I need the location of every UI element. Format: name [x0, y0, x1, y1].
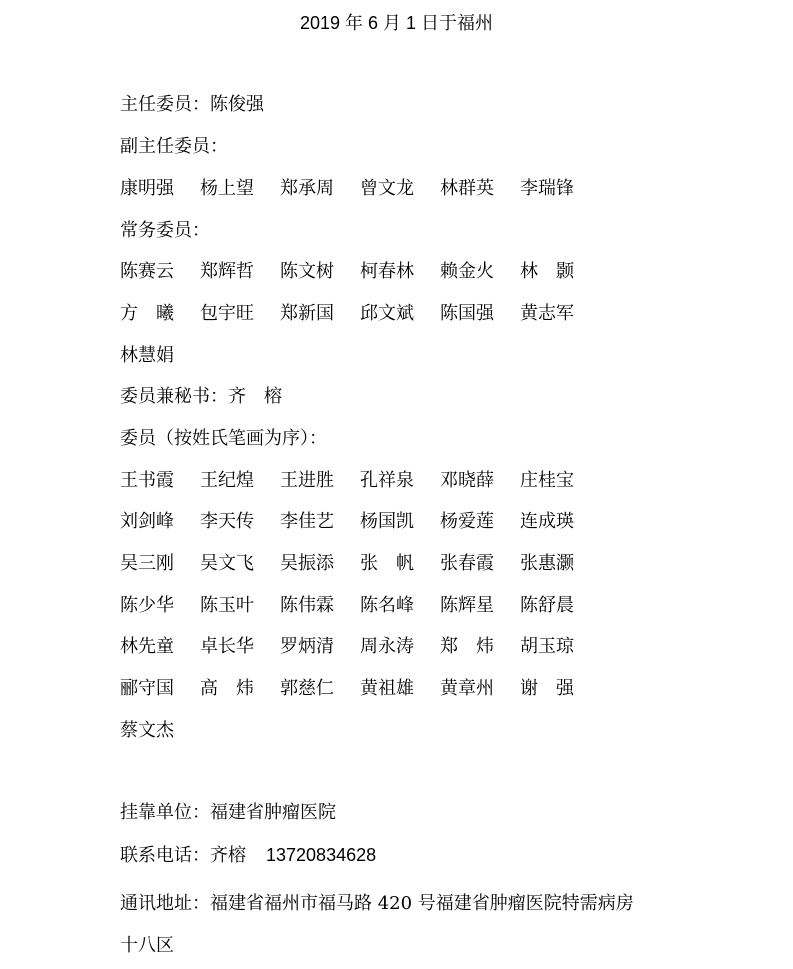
member: 陈伟霖 — [280, 595, 334, 616]
secretary-label: 委员兼秘书： — [120, 386, 228, 407]
standing-member: 陈赛云 — [120, 261, 174, 282]
member: 张惠灏 — [520, 553, 574, 574]
standing-member: 方 曦 — [120, 303, 174, 324]
member: 吴振添 — [280, 553, 334, 574]
member: 罗炳清 — [280, 636, 334, 657]
vice-member: 郑承周 — [280, 178, 334, 199]
member: 陈玉叶 — [200, 595, 254, 616]
member: 周永涛 — [360, 636, 414, 657]
standing-member: 柯春林 — [360, 261, 414, 282]
vice-chair-label: 副主任委员： — [120, 136, 228, 157]
member: 李天传 — [200, 511, 254, 532]
member: 林先童 — [120, 636, 174, 657]
vice-member: 康明强 — [120, 178, 174, 199]
standing-member: 邱文斌 — [360, 303, 414, 324]
member: 王进胜 — [280, 470, 334, 491]
member: 张春霞 — [440, 553, 494, 574]
standing-member: 郑辉哲 — [200, 261, 254, 282]
standing-heading — [120, 218, 210, 244]
member: 卓长华 — [200, 636, 254, 657]
standing-member: 赖金火 — [440, 261, 494, 282]
member: 黄祖雄 — [360, 678, 414, 699]
standing-member: 陈国强 — [440, 303, 494, 324]
standing-label: 常务委员： — [120, 220, 210, 241]
member: 吴文飞 — [200, 553, 254, 574]
member: 孔祥泉 — [360, 470, 414, 491]
unit-label: 挂靠单位： — [120, 802, 210, 823]
secretary-name: 齐 榕 — [228, 386, 282, 407]
member: 胡玉琼 — [520, 636, 574, 657]
members-label: 委员（按姓氏笔画为序）： — [120, 428, 327, 449]
member: 郦守国 — [120, 678, 174, 699]
standing-member: 陈文树 — [280, 261, 334, 282]
standing-member: 林 颢 — [520, 261, 574, 282]
address-line — [120, 891, 634, 917]
date-text: 2019 年 6 月 1 日于福州 — [299, 13, 494, 33]
vice-member: 曾文龙 — [360, 178, 414, 199]
chair-label: 主任委员： — [120, 94, 210, 115]
unit-line — [120, 800, 336, 826]
member: 杨国凯 — [360, 511, 414, 532]
member: 陈辉星 — [440, 595, 494, 616]
address-line-continuation — [120, 933, 174, 959]
chair-line — [120, 92, 264, 118]
phone-number: 13720834628 — [266, 845, 377, 865]
standing-member: 黄志军 — [520, 303, 574, 324]
member: 连成瑛 — [520, 511, 574, 532]
members-heading — [120, 426, 327, 452]
member: 郭慈仁 — [280, 678, 334, 699]
phone-name: 齐榕 — [210, 845, 246, 866]
member: 高 炜 — [200, 678, 254, 699]
member: 谢 强 — [520, 678, 574, 699]
chair-name: 陈俊强 — [210, 94, 264, 115]
unit-value: 福建省肿瘤医院 — [210, 802, 336, 823]
standing-member: 林慧娟 — [120, 345, 174, 366]
member: 陈名峰 — [360, 595, 414, 616]
member: 刘剑峰 — [120, 511, 174, 532]
vice-member: 杨上望 — [200, 178, 254, 199]
member: 黄章州 — [440, 678, 494, 699]
member: 郑 炜 — [440, 636, 494, 657]
member: 吴三刚 — [120, 553, 174, 574]
vice-member: 李瑞锋 — [520, 178, 574, 199]
member: 杨爱莲 — [440, 511, 494, 532]
address-value-line2: 十八区 — [120, 935, 174, 956]
address-value-line1: 福建省福州市福马路 420 号福建省肿瘤医院特需病房 — [210, 893, 634, 914]
vice-member: 林群英 — [440, 178, 494, 199]
address-label: 通讯地址： — [120, 893, 210, 914]
member: 陈舒晨 — [520, 595, 574, 616]
secretary-line — [120, 384, 282, 410]
member: 庄桂宝 — [520, 470, 574, 491]
member: 陈少华 — [120, 595, 174, 616]
member: 王书霞 — [120, 470, 174, 491]
member: 李佳艺 — [280, 511, 334, 532]
standing-member: 包宇旺 — [200, 303, 254, 324]
member: 张 帆 — [360, 553, 414, 574]
standing-member: 郑新国 — [280, 303, 334, 324]
member: 王纪煌 — [200, 470, 254, 491]
member: 蔡文杰 — [120, 720, 174, 741]
document-date-line — [0, 10, 793, 36]
phone-line — [120, 842, 376, 868]
vice-chair-heading — [120, 134, 228, 160]
member: 邓晓薛 — [440, 470, 494, 491]
phone-label: 联系电话： — [120, 845, 210, 866]
